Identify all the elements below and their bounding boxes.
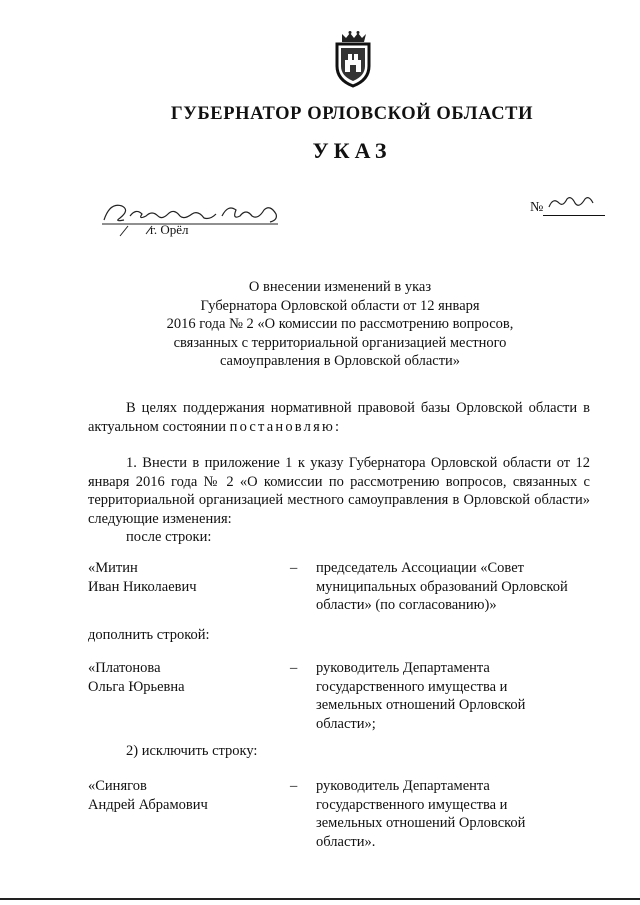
title-line: 2016 года № 2 «О комиссии по рассмотрению вопросов,: [166, 316, 514, 333]
handwritten-number-icon: [545, 193, 601, 213]
number-prefix: №: [530, 200, 544, 215]
entry-dash: –: [290, 778, 298, 794]
entry-surname: «Митин: [88, 560, 138, 576]
entry-surname: «Платонова: [88, 660, 161, 676]
entry-dash: –: [290, 560, 298, 576]
item-2-label: 2) исключить строку:: [126, 743, 258, 759]
title-line: самоуправления в Орловской области»: [219, 353, 461, 370]
entry-given-name: Ольга Юрьевна: [88, 678, 185, 695]
issuing-authority: ГУБЕРНАТОР ОРЛОВСКОЙ ОБЛАСТИ: [170, 104, 534, 124]
document-type: УКАЗ: [312, 138, 392, 163]
title-line: О внесении изменений в указ: [248, 279, 432, 295]
entry-surname: «Синягов: [88, 778, 147, 794]
handwritten-date-signature: [100, 196, 285, 238]
intro-end: :: [334, 418, 340, 435]
add-line-label: дополнить строкой:: [88, 627, 210, 643]
after-line-label: после строки:: [126, 529, 212, 545]
entry-given-name: Андрей Абрамович: [88, 796, 208, 813]
entry-name: [88, 777, 278, 814]
entry-role: руководитель Департамента государственного имущества и земельных отношений Орловской области».: [316, 778, 526, 850]
title-line: связанных с территориальной организацией местного: [173, 334, 507, 351]
title-line: Губернатора Орловской области от 12 января: [200, 297, 480, 314]
entry-role: руководитель Департамента государственного имущества и земельных отношений Орловской области»;: [316, 660, 526, 732]
item-1-paragraph: 1. Внести в приложение 1 к указу Губернатора Орловской области от 12 января 2016 года № 2 «О комиссии по рассмотрению вопросов, связанных с территориальной организацией местного самоуправления в Орловской области» следующие изменения:: [88, 455, 590, 527]
city-label: г. Орёл: [150, 222, 189, 237]
number-field: [543, 201, 605, 216]
entry-name: [88, 659, 278, 696]
entry-name: [88, 559, 278, 596]
intro-text: В целях поддержания нормативной правовой базы Орловской области в актуальном состоянии: [88, 400, 590, 435]
intro-keyword: постановляю: [229, 418, 335, 435]
coat-of-arms-icon: [328, 30, 376, 88]
entry-role: председатель Ассоциации «Совет муниципальных образований Орловской области» (по согласованию)»: [316, 560, 568, 614]
intro-paragraph: [88, 399, 590, 436]
entry-dash: –: [290, 660, 298, 676]
entry-given-name: Иван Николаевич: [88, 578, 197, 595]
document-title: [140, 278, 540, 371]
page-bottom-rule: [0, 898, 640, 900]
document-number: [530, 200, 605, 216]
